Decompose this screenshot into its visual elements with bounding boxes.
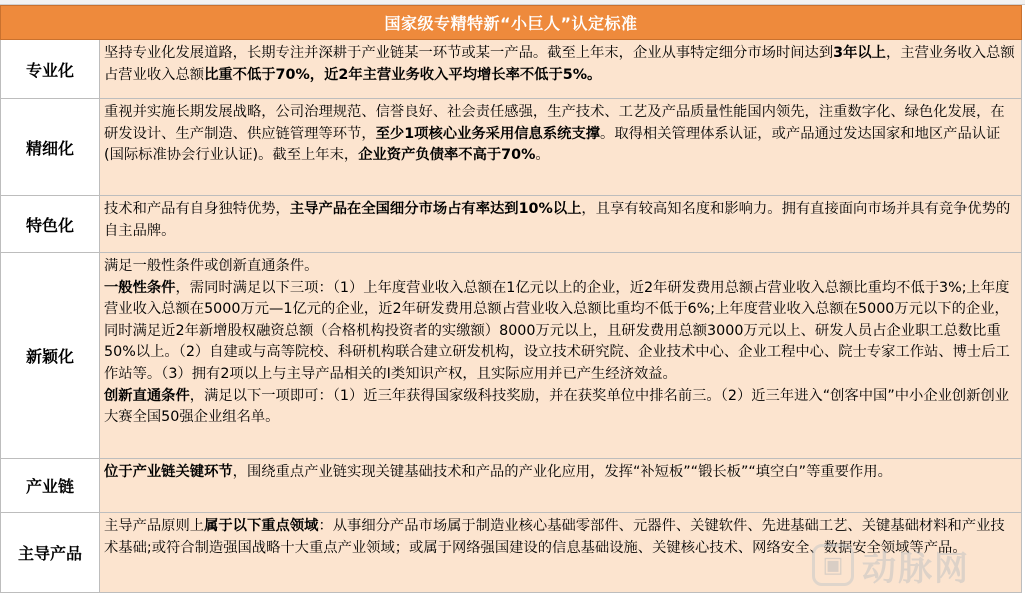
criteria-description xyxy=(100,459,1022,512)
emphasis-text: 主导产品在全国细分市场占有率达到10%以上 xyxy=(289,201,582,217)
emphasis-text: 创新直通条件 xyxy=(104,387,190,404)
criteria-paragraph xyxy=(104,256,1015,278)
body-text: ，需同时满足以下三项：（1）上年度营业收入总额在1亿元以上的企业，近2年研发费用总额占营业收入总额比重均不低于3%;上年度营业收入总额在5000万元—1亿元的企业，近2年研发费用总额占营业收入总额比重均不低于6%;上年度营业收入总额在5000万元以下的企业，同时满足近2年新增股权融资总额（合格机构投资者的实缴额）8000万元以上，且研发费用总额3000万元以上、研发人员占企业职工总数比重50%以上。（2）自建或与高等院校、科研机构联合建立研发机构，设立技术研究院、企业技术中心、企业工程中心、院士专家工作站、博士后工作站等。（3）拥有2项以上与主导产品相关的Ⅰ类知识产权，且实际应用并已产生经济效益。 xyxy=(104,279,1010,382)
criteria-row-specialization xyxy=(0,40,1022,99)
emphasis-text: 属于以下重点领域 xyxy=(204,518,319,534)
criteria-label: 产业链 xyxy=(0,459,100,512)
criteria-paragraph xyxy=(104,386,1015,429)
criteria-paragraph xyxy=(104,102,1015,167)
table-title-bar xyxy=(0,5,1022,40)
body-text: ，围绕重点产业链实现关键基础技术和产品的产业化应用，发挥“补短板”“锻长板”“填空白”等重要作用。 xyxy=(232,464,892,480)
criteria-label: 特色化 xyxy=(0,196,100,252)
criteria-paragraph xyxy=(104,43,1015,86)
emphasis-text: 至少1项核心业务采用信息系统支撑 xyxy=(375,125,601,142)
criteria-label: 新颖化 xyxy=(0,253,100,458)
body-text: ，满足以下一项即可：（1）近三年获得国家级科技奖励，并在获奖单位中排名前三。（2）近三年进入“创客中国”中小企业创新创业大赛全国50强企业组名单。 xyxy=(104,387,1010,426)
body-text: ：从事细分产品市场属于制造业核心基础零部件、元器件、关键软件、先进基础工艺、关键基础材料和产业技术基础;或符合制造强国战略十大重点产业领域；或属于网络强国建设的信息基础设施、关键核心技术、网络安全、数据安全领域等产品。 xyxy=(104,518,1005,556)
criteria-row-industry-chain xyxy=(0,459,1022,513)
body-text: ，主营业务收入总额占营业收入总额 xyxy=(104,45,1015,83)
criteria-row-characteristic xyxy=(0,196,1022,253)
criteria-label: 精细化 xyxy=(0,99,100,195)
emphasis-text: 比重不低于70%，近2年主营业务收入平均增长率不低于5%。 xyxy=(204,66,602,83)
body-text: 。 xyxy=(535,147,550,164)
watermark-logo-icon: ▣ xyxy=(812,544,854,586)
body-text: 重视并实施长期发展战略，公司治理规范、信誉良好、社会责任感强，生产技术、工艺及产品质量性能国内领先，注重数字化、绿色化发展，在研发设计、生产制造、供应链管理等环节， xyxy=(104,104,1005,142)
criteria-paragraph xyxy=(104,462,1015,484)
criteria-description xyxy=(100,253,1022,458)
body-text: ，且享有较高知名度和影响力。拥有直接面向市场并具有竞争优势的自主品牌。 xyxy=(104,201,1011,239)
emphasis-text: 3年以上 xyxy=(833,45,886,61)
watermark xyxy=(812,540,1022,590)
criteria-label: 专业化 xyxy=(0,40,100,98)
emphasis-text: 企业资产负债率不高于70% xyxy=(358,147,536,164)
criteria-description xyxy=(100,40,1022,98)
body-text: 满足一般性条件或创新直通条件。 xyxy=(104,258,319,274)
body-text: 主导产品原则上 xyxy=(104,518,205,534)
body-text: 技术和产品有自身独特优势， xyxy=(104,201,290,217)
body-text: 。取得相关管理体系认证，或产品通过发达国家和地区产品认证(国际标准协会行业认证)。截至上年末， xyxy=(104,125,1001,164)
criteria-label: 主导产品 xyxy=(0,513,100,592)
emphasis-text: 位于产业链关键环节 xyxy=(104,464,233,480)
criteria-row-refinement xyxy=(0,99,1022,196)
emphasis-text: 一般性条件 xyxy=(104,279,176,296)
criteria-paragraph xyxy=(104,199,1015,242)
criteria-description xyxy=(100,196,1022,252)
criteria-description xyxy=(100,99,1022,195)
criteria-row-novelty xyxy=(0,253,1022,459)
body-text: 坚持专业化发展道路，长期专注并深耕于产业链某一环节或某一产品。截至上年末，企业从事特定细分市场时间达到 xyxy=(104,45,834,61)
table-title: 国家级专精特新“小巨人”认定标准 xyxy=(384,14,638,33)
watermark-text: 动脉网 xyxy=(862,548,970,589)
criteria-paragraph xyxy=(104,278,1015,386)
